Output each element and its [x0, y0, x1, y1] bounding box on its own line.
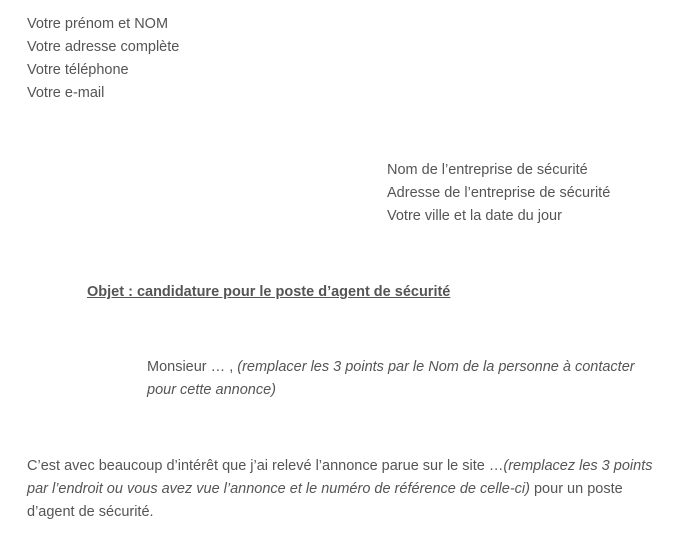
body-outro: pour un poste d’agent de sécurité. — [27, 481, 623, 520]
recipient-company: Nom de l’entreprise de sécurité — [387, 162, 588, 178]
recipient-block — [387, 159, 610, 228]
greeting-salutation: Monsieur … , — [147, 359, 238, 375]
recipient-address: Adresse de l’entreprise de sécurité — [387, 185, 611, 201]
greeting-paragraph — [147, 356, 667, 402]
sender-name: Votre prénom et NOM — [27, 16, 169, 32]
recipient-city-date: Votre ville et la date du jour — [387, 208, 562, 224]
body-intro: C’est avec beaucoup d’intérêt que j’ai relevé l’annonce parue sur le site … — [27, 458, 504, 474]
letter-subject: Objet : candidature pour le poste d’agent de sécurité — [87, 284, 451, 300]
sender-address: Votre adresse complète — [27, 39, 180, 55]
greeting-instruction: (remplacer les 3 points par le Nom de la personne à contacter pour cette annonce) — [147, 359, 635, 398]
body-instruction: (remplacez les 3 points par l’endroit ou vous avez vue l’annonce et le numéro de référence de celle-ci) — [27, 458, 653, 497]
body-paragraph — [27, 455, 672, 524]
sender-block — [27, 13, 179, 105]
sender-email: Votre e-mail — [27, 85, 105, 101]
sender-phone: Votre téléphone — [27, 62, 129, 78]
